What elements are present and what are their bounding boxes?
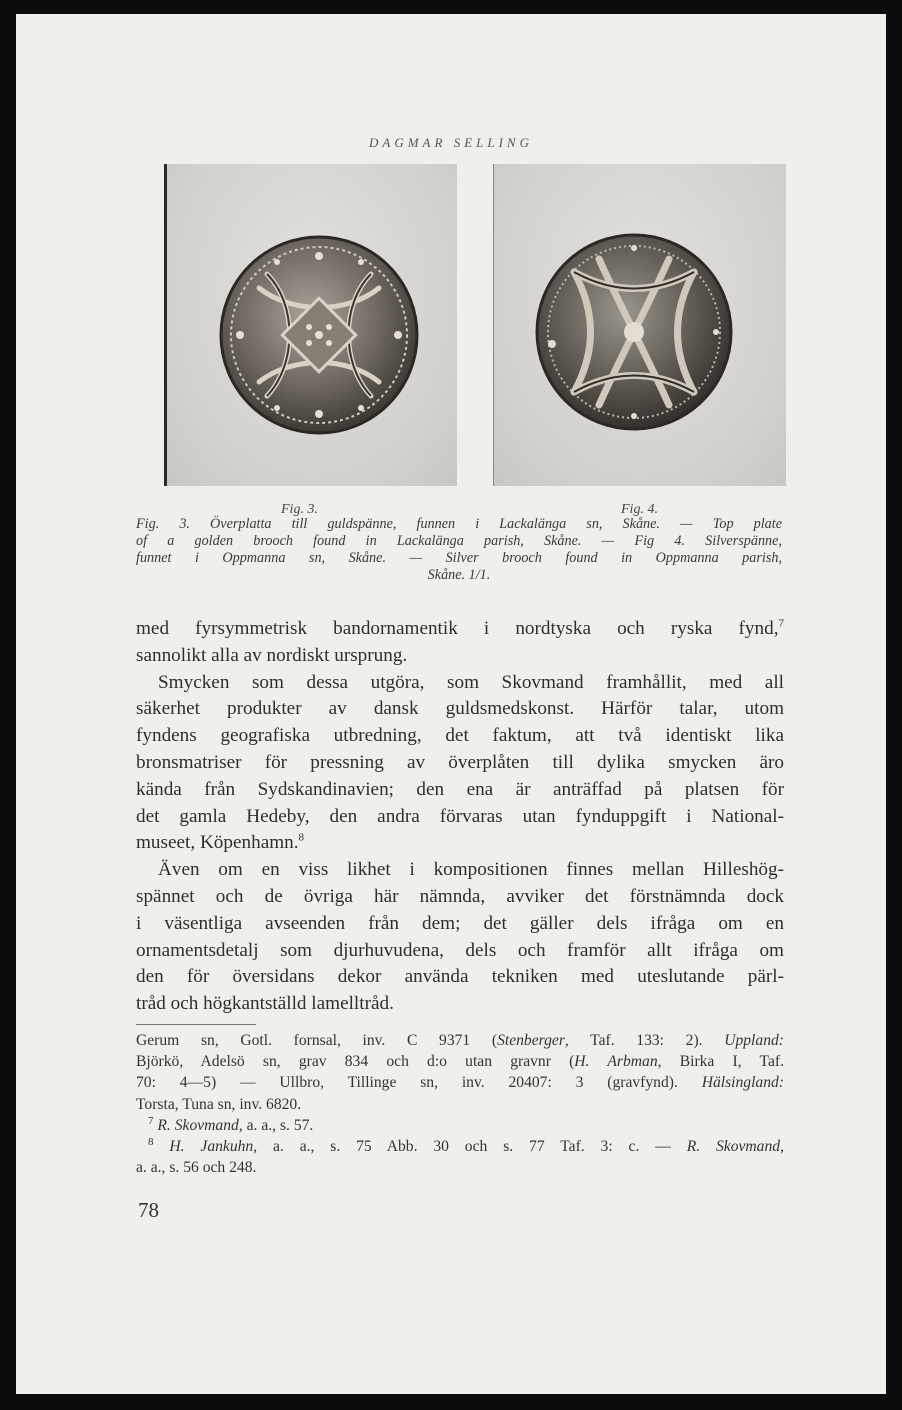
body-line: tråd och högkantställd lamelltråd. — [136, 993, 394, 1015]
body-line: det gamla Hedeby, den andra förvaras utan fynduppgift i National- — [136, 805, 784, 827]
footnote-7: $^7$ R. Skovmand, a. a., s. 57. — [148, 1114, 314, 1134]
body-line: sannolikt alla av nordiskt ursprung. — [136, 644, 408, 666]
running-head: DAGMAR SELLING — [369, 135, 533, 150]
footnote-line: a. a., s. 56 och 248. — [136, 1159, 257, 1177]
fig4-brooch-photo — [493, 164, 786, 486]
caption-line: funnet i Oppmanna sn, Skåne. — Silver brooch found in Oppmanna parish, — [136, 550, 782, 566]
caption-line: of a golden brooch found in Lackalänga parish, Skåne. — Fig 4. Silverspänne, — [136, 533, 782, 549]
book-page — [16, 14, 886, 1394]
footnote-ref: 8 — [298, 831, 305, 844]
footnote-divider — [136, 1024, 256, 1025]
body-line: i väsentliga avseenden från dem; det gäller dels ifråga om en — [136, 912, 784, 934]
page-number: 78 — [138, 1198, 159, 1222]
body-line: Smycken som dessa utgöra, som Skovmand framhållit, med all — [158, 671, 784, 693]
body-line: fyndens geografiska utbredning, det faktum, att två identiskt lika — [136, 725, 784, 747]
footnote-8: $^8$ H. Jankuhn, a. a., s. 75 Abb. 30 och s. 77 Taf. 3: c. — R. Skovmand, — [148, 1135, 784, 1156]
gold-brooch-image — [167, 164, 457, 486]
body-line: kända från Sydskandinavien; den ena är anträffad på platsen för — [136, 778, 784, 800]
footnote-line: 70: 4—5) — Ullbro, Tillinge sn, inv. 20407: 3 (gravfynd). Hälsingland: — [136, 1074, 784, 1092]
body-line: spännet och de övriga här nämnda, avviker det förstnämnda dock — [136, 885, 784, 907]
body-text — [136, 616, 784, 1018]
footnote-line: Gerum sn, Gotl. fornsal, inv. C 9371 (Stenberger, Taf. 133: 2). Uppland: — [136, 1032, 784, 1049]
fig3-brooch-photo — [164, 164, 457, 486]
silver-brooch-image — [494, 164, 786, 486]
caption-line: Skåne. 1/1. — [427, 567, 491, 583]
footnote-line: Torsta, Tuna sn, inv. 6820. — [136, 1095, 302, 1113]
body-line: den för översidans dekor använda tekniken med uteslutande pärl- — [136, 966, 784, 988]
figure-caption — [136, 516, 782, 584]
body-line: museet, Köpenhamn.$^8$ — [136, 831, 305, 854]
body-line: bronsmatriser för pressning av överplåten till dylika smycken äro — [136, 751, 784, 773]
body-line: ornamentsdetalj som djurhuvudena, dels och framför allt ifråga om — [136, 939, 784, 961]
footnotes — [136, 1030, 784, 1178]
body-line: säkerhet produkter av dansk guldsmedskonst. Härför talar, utom — [136, 698, 784, 720]
fig3-label: Fig. 3. — [281, 502, 318, 517]
footnote-line: Björkö, Adelsö sn, grav 834 och d:o utan gravnr (H. Arbman, Birka I, Taf. — [136, 1053, 784, 1071]
fig4-label: Fig. 4. — [621, 502, 658, 517]
body-line: Även om en viss likhet i kompositionen finnes mellan Hilleshög- — [158, 859, 784, 881]
caption-line: Fig. 3. Överplatta till guldspänne, funnen i Lackalänga sn, Skåne. — Top plate — [136, 516, 782, 532]
body-line: med fyrsymmetrisk bandornamentik i nordtyska och ryska fynd,$^7$ — [136, 617, 784, 639]
footnote-ref: 7 — [778, 617, 784, 630]
